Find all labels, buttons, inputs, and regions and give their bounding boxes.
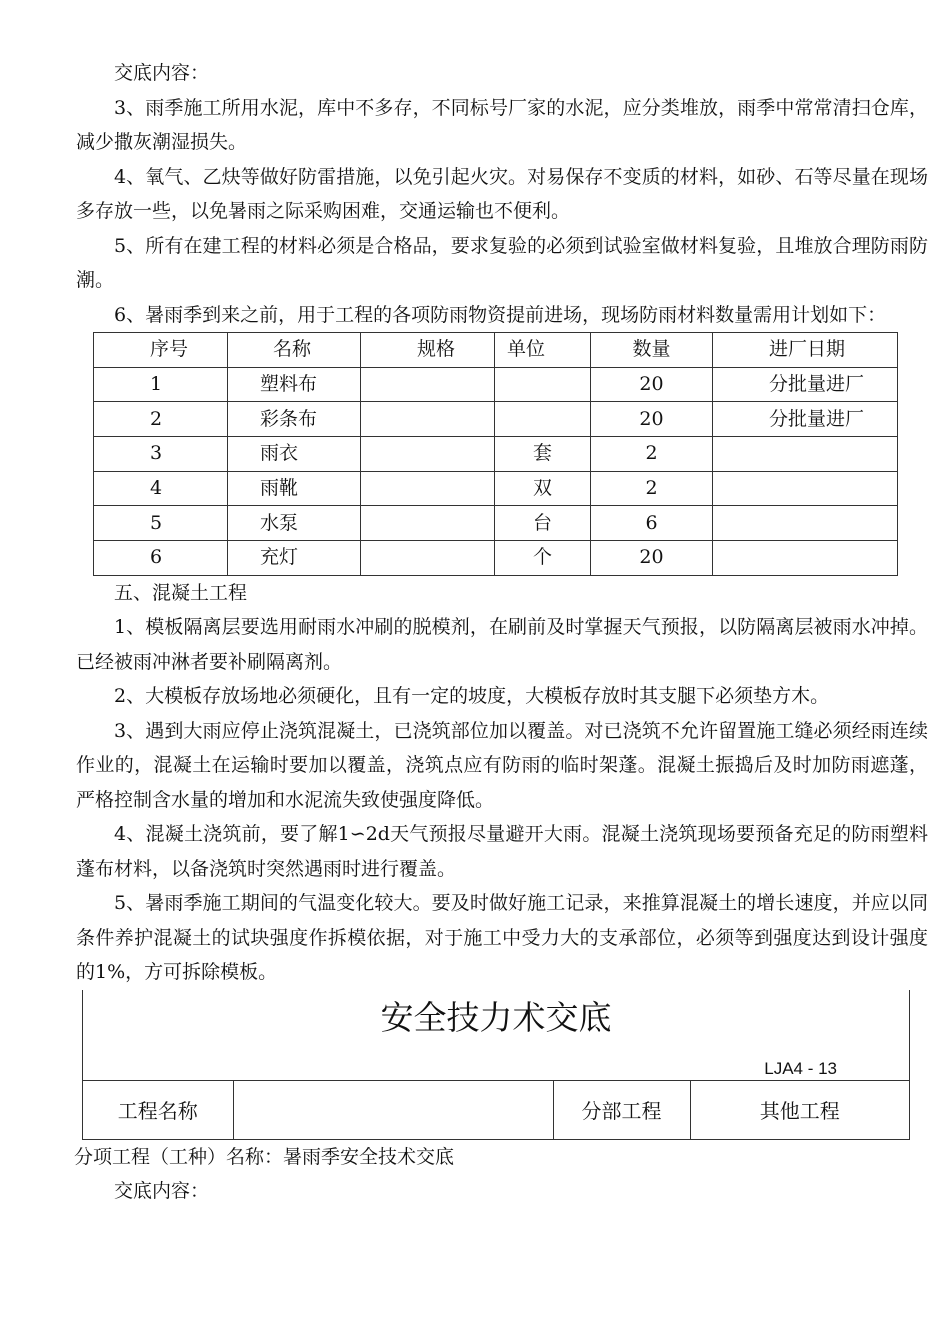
cell-no: 1 — [94, 367, 228, 402]
cell-qty: 20 — [591, 367, 713, 402]
paragraph: 4、混凝土浇筑前，要了解1∽2d天气预报尽量避开大雨。混凝土浇筑现场要预备充足的防雨塑料蓬布材料，以备浇筑时突然遇雨时进行覆盖。 — [76, 823, 928, 880]
section-heading-concrete: 五、混凝土工程 — [114, 581, 248, 604]
paragraph: 4、氧气、乙炔等做好防雷措施，以免引起火灾。对易保存不变质的材料，如砂、石等尽量在现场多存放一些，以免暑雨之际采购困难，交通运输也不便利。 — [76, 165, 928, 222]
header-cell-name: 名称 — [228, 333, 361, 368]
cell-unit — [495, 402, 591, 437]
header-cell-date: 进厂日期 — [713, 333, 898, 368]
form-info-table — [83, 1080, 909, 1140]
table-row — [94, 506, 898, 541]
safety-disclosure-form — [82, 990, 910, 1140]
cell-name: 雨衣 — [228, 437, 361, 472]
disclosure-label-top: 交底内容： — [114, 62, 210, 84]
cell-date — [713, 541, 898, 576]
header-cell-unit: 单位 — [495, 333, 591, 368]
paragraph: 5、暑雨季施工期间的气温变化较大。要及时做好施工记录，来推算混凝土的增长速度，并应以同条件养护混凝土的试块强度作拆模依据，对于施工中受力大的支承部位，必须等到强度达到设计强度的1%，方可拆除模板。 — [76, 892, 928, 984]
form-title: 安全技力术交底 — [380, 997, 612, 1037]
paragraph: 3、遇到大雨应停止浇筑混凝土，已浇筑部位加以覆盖。对已浇筑不允许留置施工缝必须经雨连续作业的，混凝土在运输时要加以覆盖，浇筑点应有防雨的临时架蓬。混凝土振捣后及时加防雨遮蓬，严格控制含水量的增加和水泥流失致使强度降低。 — [76, 719, 928, 811]
disclosure-label-bottom: 交底内容： — [114, 1180, 210, 1203]
cell-unit: 套 — [495, 437, 591, 472]
cell-qty: 20 — [591, 541, 713, 576]
cell-name: 充灯 — [228, 541, 361, 576]
header-cell-no: 序号 — [94, 333, 228, 368]
paragraph: 2、大模板存放场地必须硬化，且有一定的坡度，大模板存放时其支腿下必须垫方木。 — [114, 685, 830, 708]
cell-unit: 个 — [495, 541, 591, 576]
cell-no: 5 — [94, 506, 228, 541]
division-value: 其他工程 — [690, 1080, 909, 1139]
cell-name: 雨靴 — [228, 471, 361, 506]
table-row — [94, 367, 898, 402]
cell-name: 塑料布 — [228, 367, 361, 402]
table-row — [94, 437, 898, 472]
cell-spec — [361, 402, 495, 437]
document-page — [76, 56, 928, 1209]
paragraph: 1、模板隔离层要选用耐雨水冲刷的脱模剂，在刷前及时掌握天气预报，以防隔离层被雨水冲掉。已经被雨冲淋者要补刷隔离剂。 — [76, 616, 928, 673]
paragraph: 6、暑雨季到来之前，用于工程的各项防雨物资提前进场，现场防雨材料数量需用计划如下： — [114, 303, 887, 326]
cell-qty: 2 — [591, 437, 713, 472]
cell-date — [713, 471, 898, 506]
cell-spec — [361, 367, 495, 402]
cell-unit: 台 — [495, 506, 591, 541]
subitem-name-line: 分项工程（工种）名称：暑雨季安全技术交底 — [74, 1145, 455, 1168]
materials-table — [93, 332, 898, 576]
form-code: LJA4 - 13 — [764, 1058, 837, 1078]
cell-no: 4 — [94, 471, 228, 506]
cell-date — [713, 437, 898, 472]
project-name-label: 工程名称 — [83, 1080, 233, 1139]
cell-spec — [361, 506, 495, 541]
header-cell-spec: 规格 — [361, 333, 495, 368]
cell-qty: 20 — [591, 402, 713, 437]
table-row — [94, 541, 898, 576]
cell-date — [713, 506, 898, 541]
cell-spec — [361, 471, 495, 506]
cell-qty: 6 — [591, 506, 713, 541]
paragraph: 5、所有在建工程的材料必须是合格品，要求复验的必须到试验室做材料复验，且堆放合理防雨防潮。 — [76, 234, 928, 291]
cell-date: 分批量进厂 — [713, 367, 898, 402]
header-cell-qty: 数量 — [591, 333, 713, 368]
cell-name: 水泵 — [228, 506, 361, 541]
table-row — [94, 402, 898, 437]
table-header-row — [94, 333, 898, 368]
cell-unit — [495, 367, 591, 402]
division-label: 分部工程 — [553, 1080, 690, 1139]
cell-no: 6 — [94, 541, 228, 576]
cell-spec — [361, 437, 495, 472]
form-info-row — [83, 1080, 909, 1139]
form-header — [83, 990, 909, 1080]
cell-date: 分批量进厂 — [713, 402, 898, 437]
cell-spec — [361, 541, 495, 576]
table-row — [94, 471, 898, 506]
cell-unit: 双 — [495, 471, 591, 506]
paragraph: 3、雨季施工所用水泥，库中不多存，不同标号厂家的水泥，应分类堆放，雨季中常常清扫仓库，减少撒灰潮湿损失。 — [76, 96, 928, 153]
cell-qty: 2 — [591, 471, 713, 506]
cell-no: 3 — [94, 437, 228, 472]
cell-name: 彩条布 — [228, 402, 361, 437]
cell-no: 2 — [94, 402, 228, 437]
project-name-value — [233, 1080, 553, 1139]
